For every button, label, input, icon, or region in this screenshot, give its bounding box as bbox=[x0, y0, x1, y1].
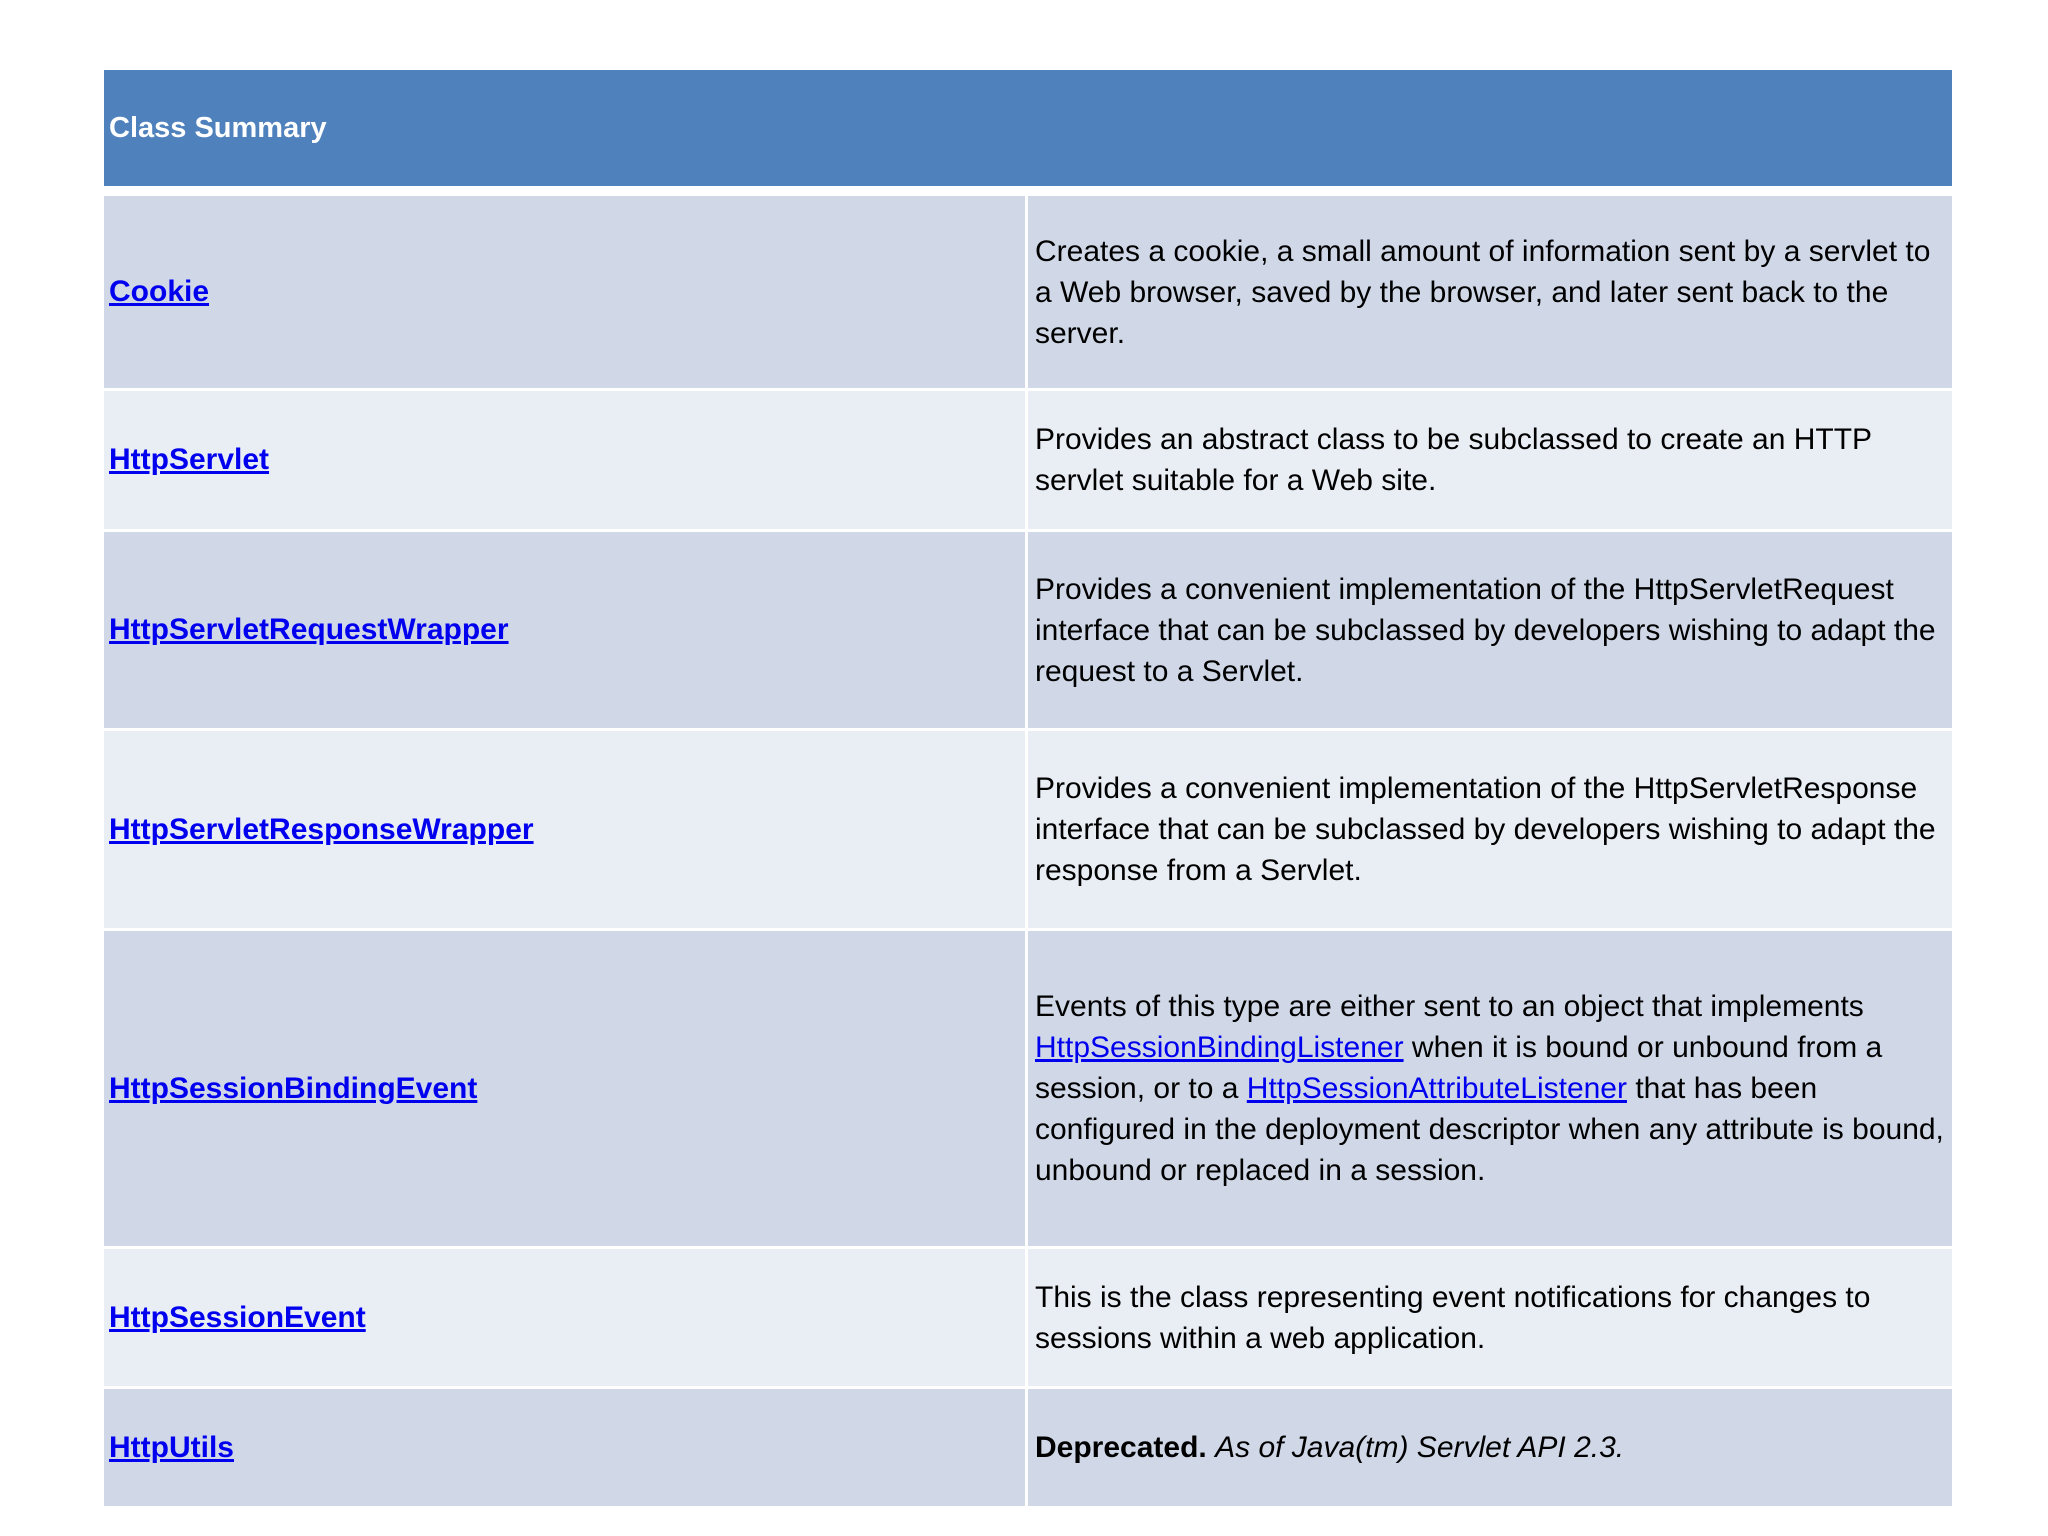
table-row-httpservletrequestwrapper bbox=[104, 529, 1952, 728]
header-divider bbox=[104, 186, 1952, 193]
class-name-cell bbox=[104, 1249, 1028, 1386]
table-row-httpsessionevent bbox=[104, 1246, 1952, 1386]
class-description: Provides a convenient implementation of the HttpServletRequest interface that can be subclassed by developers wishing to adapt the request to a Servlet. bbox=[1035, 572, 1936, 688]
table-header bbox=[104, 70, 1952, 186]
link-httpsessionbindinglistener[interactable]: HttpSessionBindingListener bbox=[1035, 1031, 1404, 1064]
class-description-cell bbox=[1028, 1389, 1952, 1506]
class-link-httpsessionbindingevent[interactable]: HttpSessionBindingEvent bbox=[109, 1071, 478, 1105]
table-row-httpservlet bbox=[104, 388, 1952, 529]
class-description-cell bbox=[1028, 931, 1952, 1246]
class-description-cell bbox=[1028, 532, 1952, 728]
class-link-httpsessionevent[interactable]: HttpSessionEvent bbox=[109, 1300, 366, 1334]
deprecated-label: Deprecated. bbox=[1035, 1431, 1207, 1464]
class-description: This is the class representing event notifications for changes to sessions within a web application. bbox=[1035, 1280, 1871, 1355]
class-link-httputils[interactable]: HttpUtils bbox=[109, 1430, 234, 1464]
table-row-httpservletresponsewrapper bbox=[104, 728, 1952, 928]
class-description bbox=[1035, 1427, 1624, 1468]
class-description-cell bbox=[1028, 196, 1952, 388]
class-link-httpservletrequestwrapper[interactable]: HttpServletRequestWrapper bbox=[109, 613, 509, 646]
class-description bbox=[1035, 986, 1944, 1191]
class-description: Creates a cookie, a small amount of information sent by a servlet to a Web browser, saved by the browser, and later sent back to the server. bbox=[1035, 234, 1931, 350]
table-title: Class Summary bbox=[109, 111, 327, 144]
table-row-httpsessionbindingevent bbox=[104, 928, 1952, 1246]
class-description-cell bbox=[1028, 1249, 1952, 1386]
class-name-cell bbox=[104, 196, 1028, 388]
class-link-httpservlet[interactable]: HttpServlet bbox=[109, 443, 270, 476]
class-link-httpservletresponsewrapper[interactable]: HttpServletResponseWrapper bbox=[109, 812, 534, 846]
class-description: Provides an abstract class to be subclassed to create an HTTP servlet suitable for a Web site. bbox=[1035, 423, 1872, 497]
class-summary-table bbox=[104, 70, 1952, 1506]
table-row-httputils bbox=[104, 1386, 1952, 1506]
class-name-cell bbox=[104, 1389, 1028, 1506]
class-name-cell bbox=[104, 391, 1028, 529]
description-text: when it is bound or unbound from a session, or to a bbox=[1035, 1031, 1883, 1105]
deprecated-note: As of Java(tm) Servlet API 2.3. bbox=[1215, 1431, 1625, 1464]
description-text: Events of this type are either sent to an object that implements bbox=[1035, 990, 1864, 1023]
class-description-cell bbox=[1028, 731, 1952, 928]
class-link-cookie[interactable]: Cookie bbox=[109, 275, 210, 308]
class-name-cell bbox=[104, 731, 1028, 928]
table-row-cookie bbox=[104, 193, 1952, 388]
class-name-cell bbox=[104, 931, 1028, 1246]
description-text: that has been configured in the deployment descriptor when any attribute is bound, unbound or replaced in a session. bbox=[1035, 1072, 1944, 1187]
link-httpsessionattributelistener[interactable]: HttpSessionAttributeListener bbox=[1246, 1072, 1627, 1105]
class-name-cell bbox=[104, 532, 1028, 728]
class-description-cell bbox=[1028, 391, 1952, 529]
class-description: Provides a convenient implementation of the HttpServletResponse interface that can be subclassed by developers wishing to adapt the response from a Servlet. bbox=[1035, 772, 1936, 887]
